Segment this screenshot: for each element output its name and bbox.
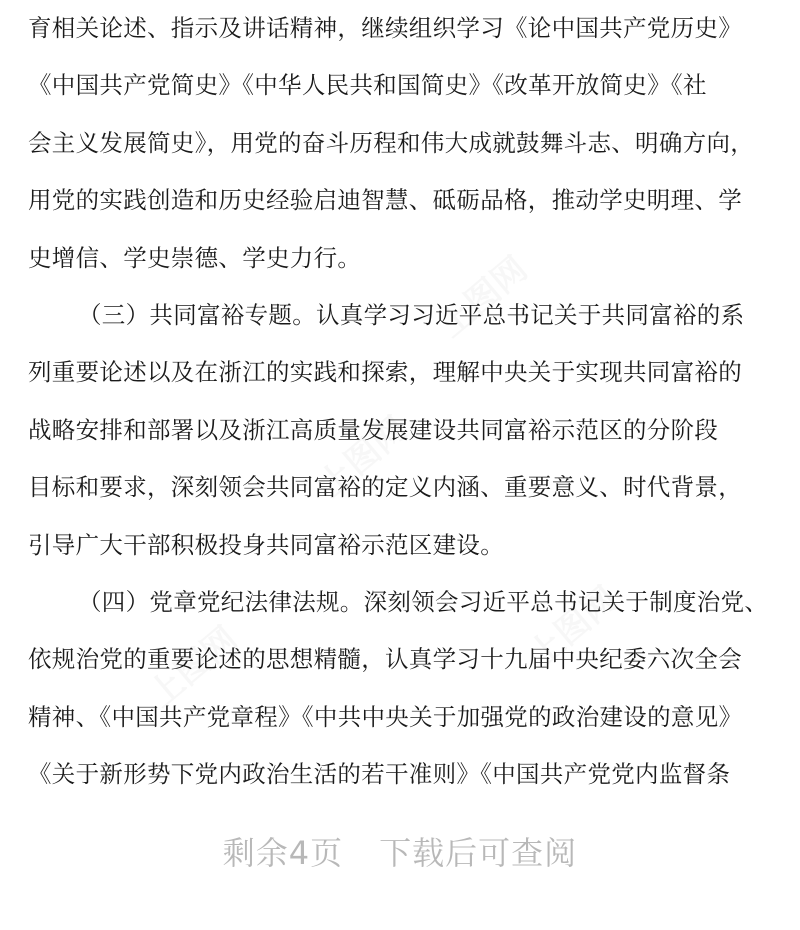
text-line: 列重要论述以及在浙江的实践和探索，理解中央关于实现共同富裕的 — [28, 358, 742, 387]
text-line: 精神、《中国共产党章程》《中共中央关于加强党的政治建设的意见》 — [28, 702, 743, 731]
watermark-logo: 上图网 — [521, 579, 626, 676]
text-line: 史增信、学史崇德、学史力行。 — [28, 243, 362, 272]
watermark-logo: 上图网 — [431, 249, 536, 346]
text-line: 会主义发展简史》，用党的奋斗历程和伟大成就鼓舞斗志、明确方向， — [28, 128, 755, 157]
text-line: 育相关论述、指示及讲话精神，继续组织学习《论中国共产党历史》 — [28, 14, 742, 42]
document-body — [28, 0, 778, 803]
remaining-pages-label[interactable]: 剩余4页 — [222, 834, 344, 872]
text-line: 依规治党的重要论述的思想精髓，认真学习十九届中央纪委六次全会 — [28, 645, 742, 674]
text-line: 《中国共产党简史》《中华人民共和国简史》《改革开放简史》《社 — [28, 71, 707, 100]
text-line: 用党的实践创造和历史经验启迪智慧、砥砺品格，推动学史明理、学 — [28, 186, 742, 215]
text-line: 战略安排和部署以及浙江高质量发展建设共同富裕示范区的分阶段 — [28, 415, 719, 444]
section-heading-line: （四）党章党纪法律法规。深刻领会习近平总书记关于制度治党、 — [78, 587, 769, 616]
watermark-logo: 上图网 — [141, 619, 246, 716]
download-prompt[interactable] — [0, 828, 800, 874]
section-heading-line: （三）共同富裕专题。认真学习习近平总书记关于共同富裕的系 — [78, 300, 745, 329]
watermark-logo: 上图网 — [311, 409, 416, 506]
text-line: 《关于新形势下党内政治生活的若干准则》《中国共产党党内监督条 — [28, 760, 731, 789]
text-line: 引导广大干部积极投身共同富裕示范区建设。 — [28, 530, 504, 559]
text-line: 目标和要求，深刻领会共同富裕的定义内涵、重要意义、时代背景， — [28, 473, 742, 502]
download-to-read-label[interactable]: 下载后可查阅 — [379, 834, 578, 872]
